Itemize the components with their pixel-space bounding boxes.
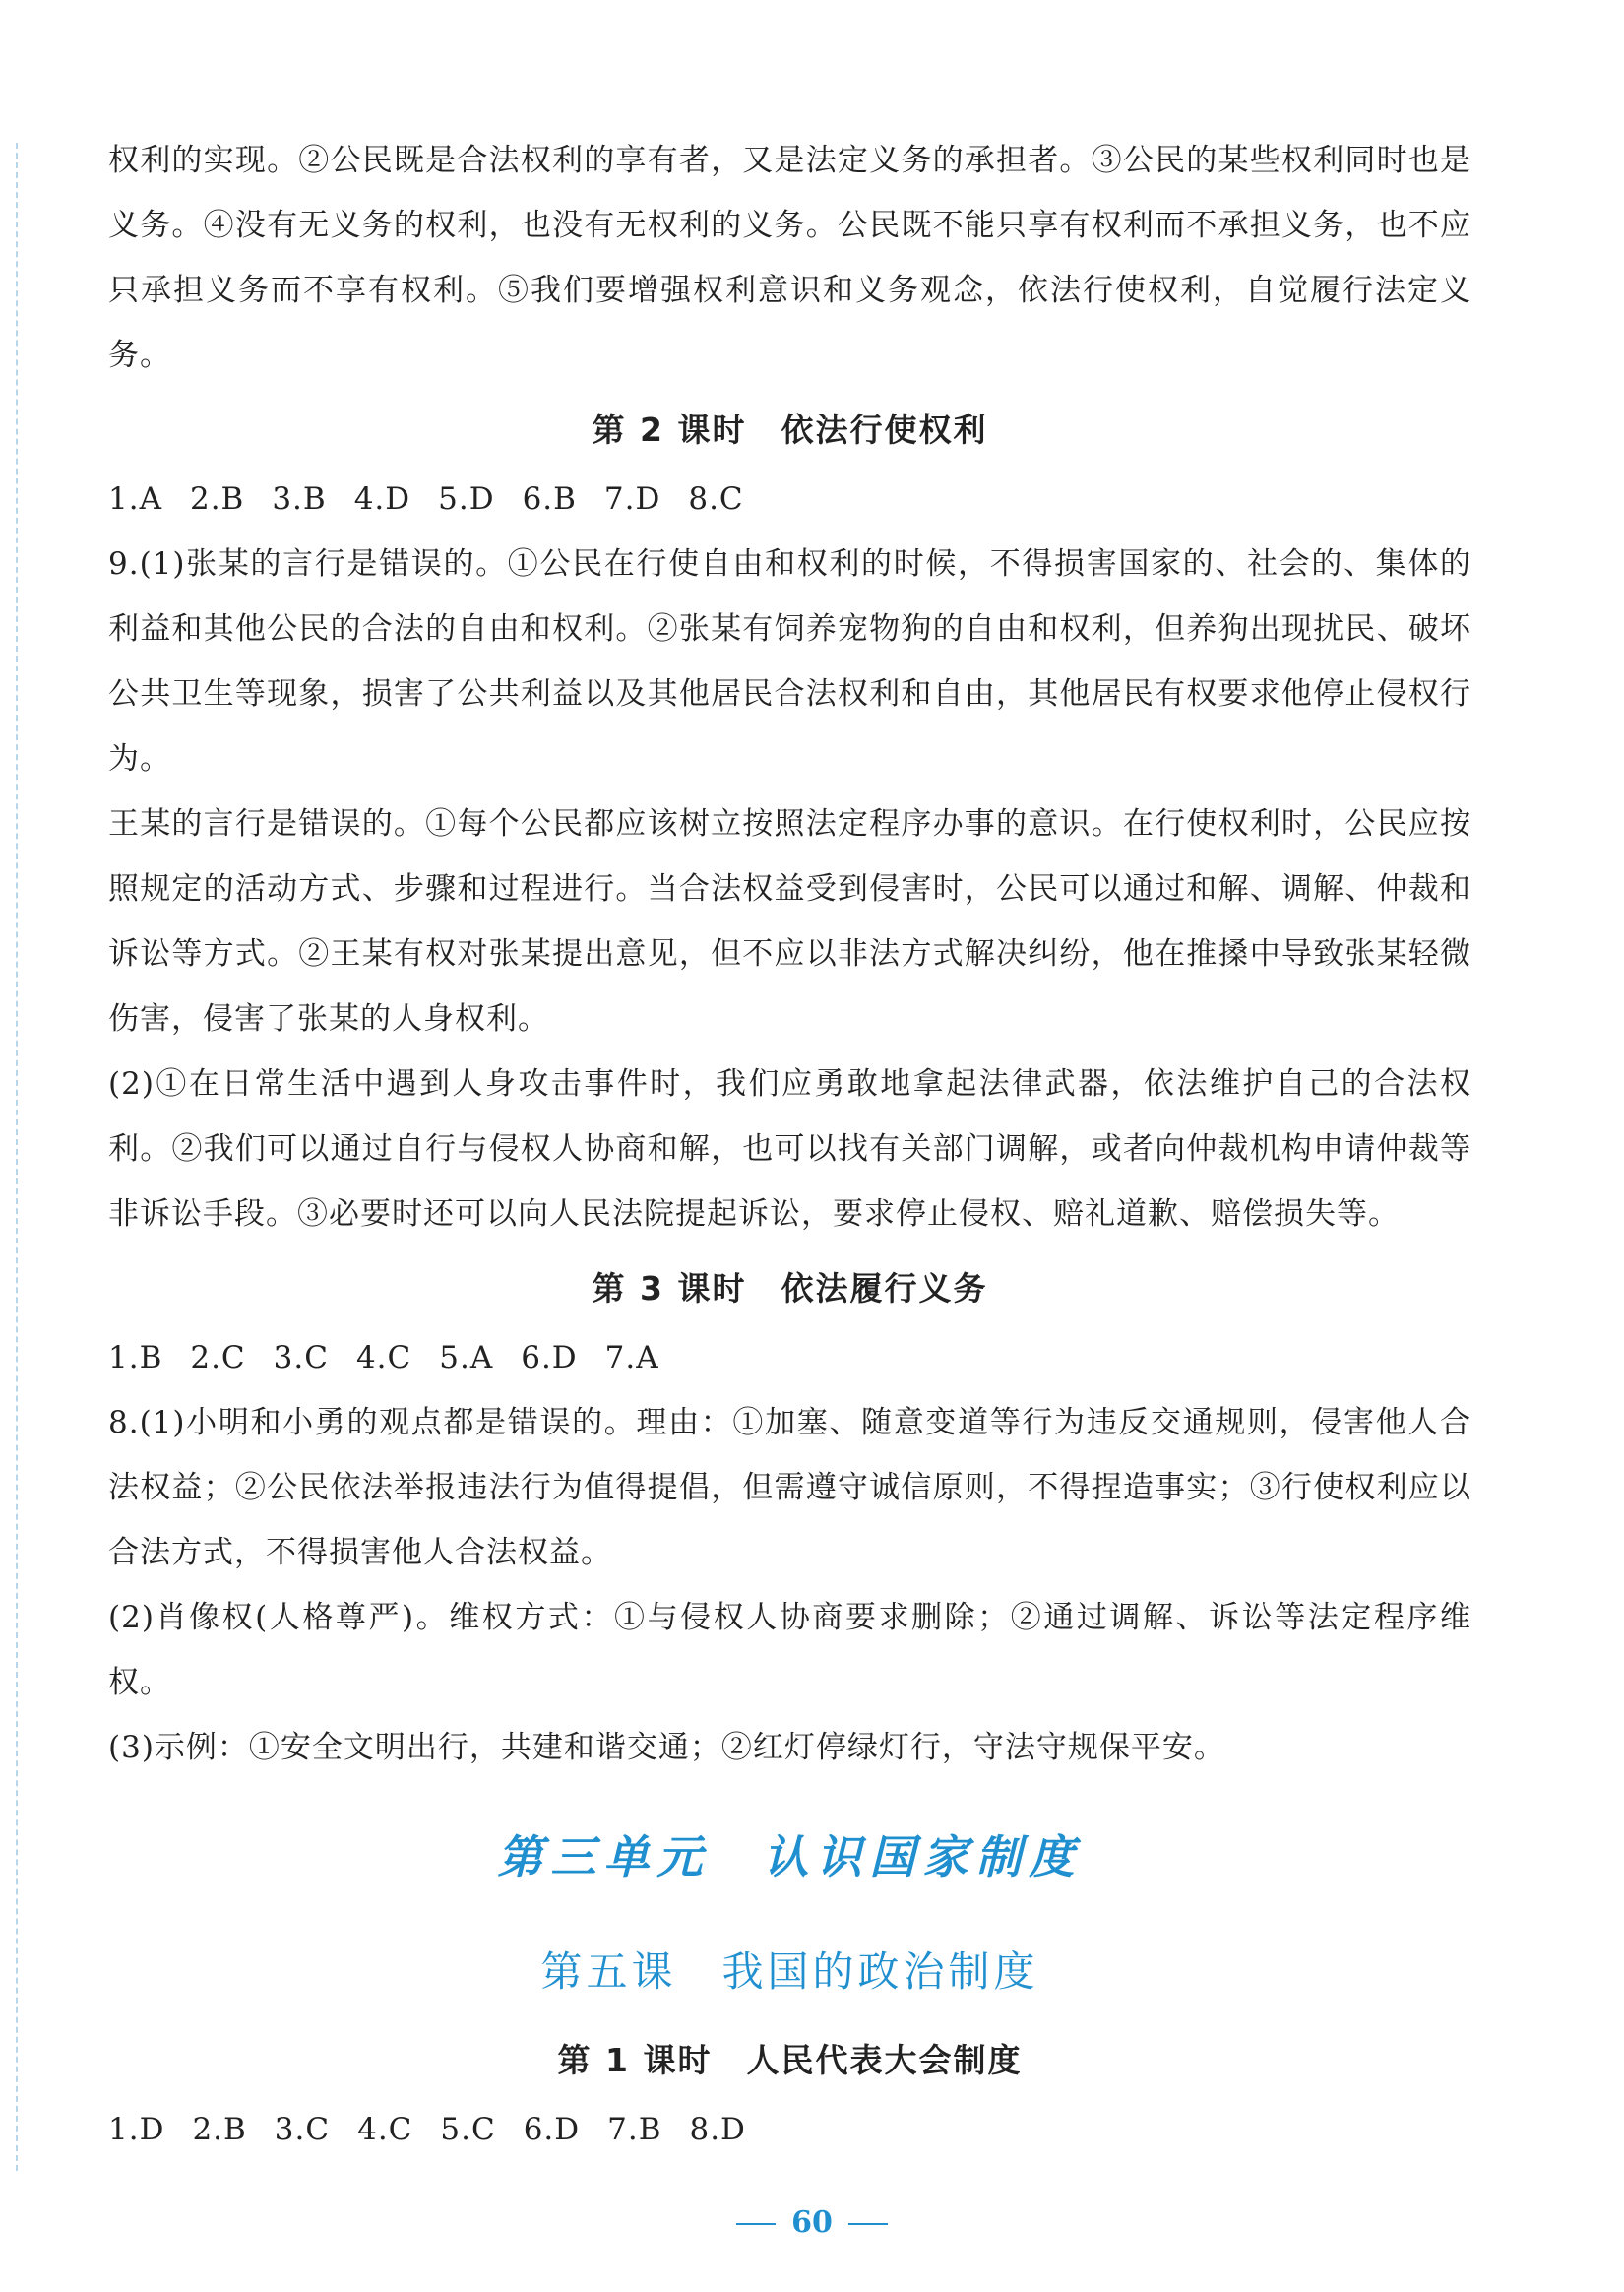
section-heading-lesson2: 第 2 课时 依法行使权利: [592, 411, 988, 449]
answer-item: 5.A: [439, 1340, 494, 1375]
answer-item: 6.B: [522, 481, 577, 517]
answer-item: 5.C: [440, 2112, 496, 2147]
answer-item: 3.B: [272, 481, 327, 517]
q8-part3: (3)示例：①安全文明出行，共建和谐交通；②红灯停绿灯行，守法守规保平安。: [108, 1730, 1225, 1765]
answer-item: 4.C: [355, 1340, 412, 1375]
answer-item: 4.C: [357, 2112, 413, 2147]
lesson-heading: 第五课 我国的政治制度: [540, 1947, 1039, 1996]
answer-item: 7.A: [604, 1340, 659, 1375]
section-heading-lesson3: 第 3 课时 依法履行义务: [592, 1269, 988, 1307]
answer-item: 4.D: [353, 481, 411, 517]
page-footer: [0, 2205, 1624, 2240]
q9-part2: (2)①在日常生活中遇到人身攻击事件时，我们应勇敢地拿起法律武器，依法维护自己的合法权利。②我们可以通过自行与侵权人协商和解，也可以找有关部门调解，或者向仲裁机构申请仲裁等非诉讼手段。③必要时还可以向人民法院提起诉讼，要求停止侵权、赔礼道歉、赔偿损失等。: [108, 1066, 1471, 1232]
page-number: 60: [791, 2205, 833, 2240]
margin-decoration: [16, 143, 18, 2171]
answer-item: 1.D: [108, 2112, 165, 2147]
answer-item: 7.D: [603, 481, 661, 517]
q9-part1: 9.(1)张某的言行是错误的。①公民在行使自由和权利的时候，不得损害国家的、社会的、集体的利益和其他公民的合法的自由和权利。②张某有饲养宠物狗的自由和权利，但养狗出现扰民、破坏公共卫生等现象，损害了公共利益以及其他居民合法权利和自由，其他居民有权要求他停止侵权行为。: [108, 546, 1471, 777]
answer-item: 7.B: [607, 2112, 662, 2147]
section-heading-lesson1: 第 1 课时 人民代表大会制度: [557, 2041, 1023, 2079]
answer-item: 1.A: [108, 481, 162, 517]
q9-part1b: 王某的言行是错误的。①每个公民都应该树立按照法定程序办事的意识。在行使权利时，公民应按照规定的活动方式、步骤和过程进行。当合法权益受到侵害时，公民可以通过和解、调解、仲裁和诉讼等方式。②王某有权对张某提出意见，但不应以非法方式解决纠纷，他在推搡中导致张某轻微伤害，侵害了张某的人身权利。: [108, 806, 1471, 1037]
answer-item: 3.C: [274, 2112, 331, 2147]
answers-lesson1: [108, 2097, 1471, 2162]
answers-lesson2: [108, 467, 1471, 532]
answer-item: 6.D: [523, 2112, 581, 2147]
answer-item: 2.B: [192, 2112, 247, 2147]
answer-item: 8.D: [689, 2112, 746, 2147]
footer-dash-left: [736, 2223, 776, 2225]
footer-dash-right: [848, 2223, 888, 2225]
q8-part2: (2)肖像权(人格尊严)。维权方式：①与侵权人协商要求删除；②通过调解、诉讼等法定程序维权。: [108, 1600, 1471, 1700]
answer-item: 3.C: [273, 1340, 329, 1375]
answer-item: 2.C: [190, 1340, 246, 1375]
answer-item: 1.B: [108, 1340, 163, 1375]
answer-item: 2.B: [189, 481, 245, 517]
answer-item: 8.C: [688, 481, 744, 517]
intro-paragraph: 权利的实现。②公民既是合法权利的享有者，又是法定义务的承担者。③公民的某些权利同时也是义务。④没有无义务的权利，也没有无权利的义务。公民既不能只享有权利而不承担义务，也不应只承担义务而不享有权利。⑤我们要增强权利意识和义务观念，依法行使权利，自觉履行法定义务。: [108, 143, 1471, 373]
answer-item: 5.D: [438, 481, 495, 517]
unit-heading: 第三单元 认识国家制度: [497, 1830, 1083, 1883]
q8-part1: 8.(1)小明和小勇的观点都是错误的。理由：①加塞、随意变道等行为违反交通规则，侵害他人合法权益；②公民依法举报违法行为值得提倡，但需遵守诚信原则，不得捏造事实；③行使权利应以合法方式，不得损害他人合法权益。: [108, 1405, 1471, 1570]
answer-item: 6.D: [521, 1340, 578, 1375]
page-content: [108, 128, 1471, 2162]
answers-lesson3: [108, 1325, 1471, 1390]
